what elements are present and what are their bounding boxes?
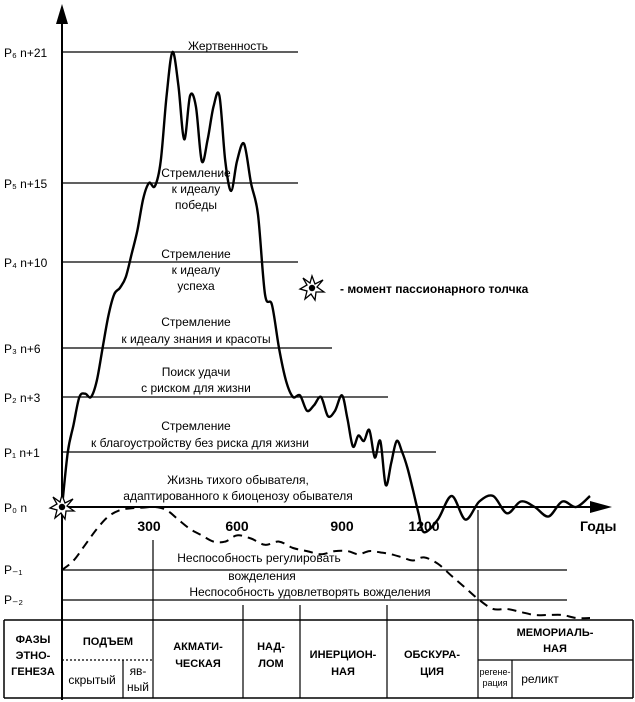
band-success-line2: к идеалу: [171, 263, 221, 277]
phase-obscuration-line2: ЦИЯ: [420, 666, 444, 678]
band-comfort-line1: Стремление: [161, 419, 231, 433]
level-label-p2: P₂ n+3: [4, 391, 41, 405]
phase-rise-hidden: скрытый: [68, 673, 116, 687]
band-labels: [91, 39, 431, 599]
level-label-pm2: P₋₂: [4, 593, 23, 607]
band-knowledge-line2: к идеалу знания и красоты: [121, 332, 271, 346]
tick-600: 600: [225, 518, 249, 534]
x-axis-label: Годы: [580, 518, 617, 534]
band-knowledge-line1: Стремление: [161, 315, 231, 329]
tick-1200: 1200: [408, 518, 440, 534]
band-philistine-line1: Жизнь тихого обывателя,: [167, 473, 309, 487]
level-label-p4: P₄ n+10: [4, 256, 48, 270]
phases-table: [4, 510, 633, 698]
phase-akmatic-line2: ЧЕСКАЯ: [175, 658, 221, 670]
y-axis-arrow: [56, 4, 68, 24]
band-philistine-line2: адаптированного к биоценозу обывателя: [123, 489, 353, 503]
tick-900: 900: [330, 518, 354, 534]
level-label-p1: P₁ n+1: [4, 446, 40, 460]
band-victory-line3: победы: [175, 198, 217, 212]
level-label-p6: P₆ n+21: [4, 46, 48, 60]
level-label-pm1: P₋₁: [4, 563, 23, 577]
phase-inertial-line2: НАЯ: [331, 666, 355, 678]
phases-header-line2: ЭТНО-: [15, 650, 51, 662]
band-success-line1: Стремление: [161, 247, 231, 261]
band-sacrifice: Жертвенность: [187, 39, 269, 53]
level-label-p5: P₅ n+15: [4, 177, 48, 191]
band-unregulated-line2: вожделения: [228, 569, 296, 583]
phase-memorial-line2: НАЯ: [543, 643, 567, 655]
band-risk-line1: Поиск удачи: [161, 365, 231, 379]
band-unsatisfied: Неспособность удовлетворять вожделения: [189, 585, 431, 599]
band-risk-line2: с риском для жизни: [141, 381, 251, 395]
phase-rise-open-line1: яв-: [129, 664, 147, 678]
phase-regen-line1: регене-: [479, 667, 511, 677]
legend-text: - момент пассионарного толчка: [340, 282, 529, 296]
phases-header-line3: ГЕНЕЗА: [11, 666, 55, 678]
phase-relict: реликт: [521, 672, 559, 686]
level-label-p0: P₀ n: [4, 501, 27, 515]
band-comfort-line2: к благоустройству без риска для жизни: [91, 436, 309, 450]
legend: [300, 276, 529, 300]
push-marker-icon: [300, 276, 324, 300]
band-unregulated-line1: Неспособность регулировать: [177, 551, 341, 565]
phase-rise-title: ПОДЪЕМ: [82, 636, 134, 648]
band-victory-line1: Стремление: [161, 166, 231, 180]
phase-obscuration-line1: ОБСКУРА-: [403, 649, 461, 661]
phase-akmatic-line1: АКМАТИ-: [173, 641, 223, 653]
band-victory-line2: к идеалу: [171, 182, 221, 196]
band-success-line3: успеха: [177, 279, 215, 293]
x-tick-labels: [137, 518, 439, 534]
tick-300: 300: [137, 518, 161, 534]
phases-header-line1: ФАЗЫ: [15, 634, 51, 646]
phase-breakdown-line2: ЛОМ: [258, 658, 284, 670]
x-axis-arrow: [590, 501, 612, 513]
phase-inertial-line1: ИНЕРЦИОН-: [309, 649, 377, 661]
level-label-p3: P₃ n+6: [4, 342, 41, 356]
phase-breakdown-line1: НАД-: [257, 641, 285, 653]
phase-memorial-line1: МЕМОРИАЛЬ-: [516, 627, 594, 639]
phase-rise-open-line2: ный: [127, 680, 149, 694]
phase-regen-line2: рация: [482, 678, 508, 688]
level-labels: [4, 46, 48, 607]
